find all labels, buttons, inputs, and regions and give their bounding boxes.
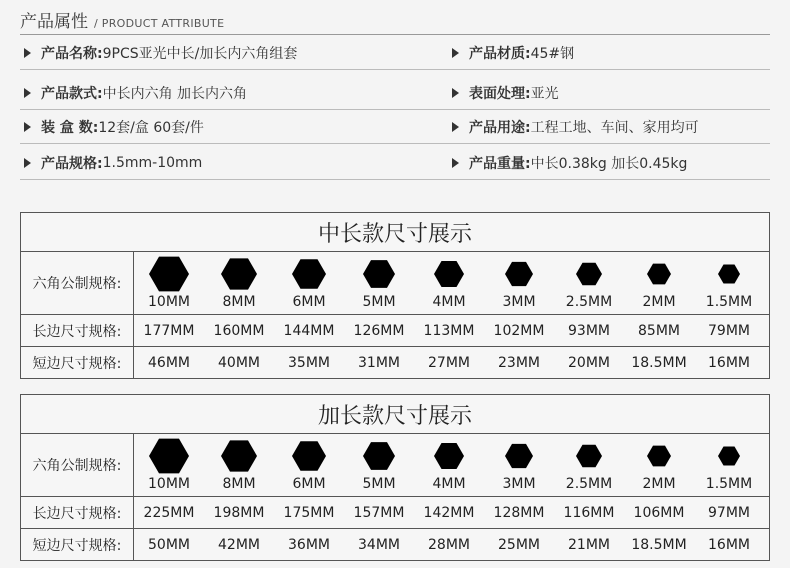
size-cell — [554, 497, 624, 528]
size-cell — [414, 497, 484, 528]
size-cell — [414, 315, 484, 346]
size-cell — [274, 529, 344, 560]
row-label: 长边尺寸规格: — [21, 497, 134, 528]
size-value: 50MM — [148, 536, 190, 553]
size-cell — [484, 529, 554, 560]
size-value: 16MM — [708, 536, 750, 553]
attribute-label: 表面处理: — [469, 86, 531, 102]
size-cell — [204, 434, 274, 496]
size-value: 175MM — [283, 504, 335, 521]
attribute-row — [20, 76, 770, 110]
size-value: 21MM — [568, 536, 610, 553]
triangle-right-icon — [24, 158, 31, 168]
size-value: 160MM — [213, 322, 265, 339]
size-value: 34MM — [358, 536, 400, 553]
size-cell — [274, 315, 344, 346]
size-value: 157MM — [353, 504, 405, 521]
attribute-value: 中长0.38kg 加长0.45kg — [530, 156, 688, 172]
attribute-label: 产品重量: — [469, 156, 531, 172]
size-value: 18.5MM — [631, 536, 687, 553]
attribute-item — [452, 36, 574, 70]
header-subtitle: / PRODUCT ATTRIBUTE — [94, 17, 225, 30]
attribute-item — [452, 110, 699, 144]
hexagon-icon — [149, 256, 189, 292]
row-divider — [20, 69, 770, 70]
hexagon-icon — [576, 438, 602, 474]
row-label: 六角公制规格: — [21, 434, 134, 496]
size-cell — [274, 434, 344, 496]
attribute-label: 产品款式: — [41, 86, 103, 102]
triangle-right-icon — [24, 48, 31, 58]
size-value: 2MM — [642, 476, 676, 492]
size-cell — [694, 434, 764, 496]
size-value: 4MM — [432, 476, 466, 492]
hexagon-icon — [576, 256, 602, 292]
size-cell — [134, 529, 204, 560]
size-value: 5MM — [362, 476, 396, 492]
long-cells — [134, 315, 769, 346]
size-table-long — [20, 394, 770, 561]
row-label: 六角公制规格: — [21, 252, 134, 314]
table-title: 加长款尺寸展示 — [21, 395, 769, 434]
attribute-header — [20, 7, 224, 35]
size-value: 2.5MM — [565, 476, 613, 492]
hexagon-icon — [718, 438, 740, 474]
attribute-label: 产品名称: — [41, 46, 103, 62]
header-divider — [20, 34, 770, 35]
size-value: 27MM — [428, 354, 470, 371]
size-cell — [624, 315, 694, 346]
size-value: 10MM — [148, 476, 190, 492]
size-cell — [344, 497, 414, 528]
size-cell — [344, 434, 414, 496]
size-cell — [344, 529, 414, 560]
hexagon-icon — [718, 256, 740, 292]
size-cell — [344, 252, 414, 314]
attribute-label: 产品材质: — [469, 46, 531, 62]
size-cell — [554, 315, 624, 346]
long-size-row — [21, 497, 769, 529]
size-cell — [274, 497, 344, 528]
hexagon-icon — [434, 438, 464, 474]
hexagon-icon — [363, 256, 395, 292]
attribute-item — [452, 76, 559, 110]
size-cell — [484, 252, 554, 314]
hexagon-icon — [292, 256, 326, 292]
triangle-right-icon — [452, 122, 459, 132]
size-value: 198MM — [213, 504, 265, 521]
size-value: 116MM — [563, 504, 615, 521]
size-cell — [554, 434, 624, 496]
short-size-row — [21, 347, 769, 378]
size-cell — [554, 529, 624, 560]
size-cell — [484, 497, 554, 528]
size-value: 113MM — [423, 322, 475, 339]
size-cell — [624, 529, 694, 560]
hexagon-icon — [292, 438, 326, 474]
size-cell — [344, 315, 414, 346]
size-value: 2MM — [642, 294, 676, 310]
size-cell — [134, 315, 204, 346]
attribute-value: 9PCS亚光中长/加长内六角组套 — [102, 46, 298, 62]
size-value: 79MM — [708, 322, 750, 339]
size-cell — [414, 529, 484, 560]
size-value: 40MM — [218, 354, 260, 371]
size-value: 225MM — [143, 504, 195, 521]
size-cell — [484, 315, 554, 346]
size-cell — [204, 252, 274, 314]
header-title: 产品属性 — [20, 12, 88, 32]
size-cell — [554, 347, 624, 378]
hex-size-row — [21, 252, 769, 315]
hexagon-icon — [647, 438, 671, 474]
size-value: 126MM — [353, 322, 405, 339]
size-cell — [694, 315, 764, 346]
size-cell — [134, 434, 204, 496]
size-cell — [134, 497, 204, 528]
size-value: 16MM — [708, 354, 750, 371]
size-value: 8MM — [222, 294, 256, 310]
hexagon-icon — [505, 438, 533, 474]
size-cell — [134, 347, 204, 378]
size-value: 102MM — [493, 322, 545, 339]
size-value: 6MM — [292, 294, 326, 310]
size-value: 46MM — [148, 354, 190, 371]
hexagon-icon — [363, 438, 395, 474]
size-value: 25MM — [498, 536, 540, 553]
size-value: 20MM — [568, 354, 610, 371]
size-cell — [624, 347, 694, 378]
short-size-row — [21, 529, 769, 560]
size-value: 142MM — [423, 504, 475, 521]
triangle-right-icon — [24, 88, 31, 98]
short-cells — [134, 347, 769, 378]
size-cell — [274, 252, 344, 314]
hexagon-icon — [221, 438, 257, 474]
hexagon-icon — [149, 438, 189, 474]
row-label: 短边尺寸规格: — [21, 529, 134, 560]
hex-size-row — [21, 434, 769, 497]
size-value: 2.5MM — [565, 294, 613, 310]
attribute-row — [20, 146, 770, 180]
size-value: 6MM — [292, 476, 326, 492]
size-cell — [554, 252, 624, 314]
size-value: 97MM — [708, 504, 750, 521]
size-cell — [414, 252, 484, 314]
size-value: 144MM — [283, 322, 335, 339]
hex-cells — [134, 252, 769, 314]
size-value: 23MM — [498, 354, 540, 371]
size-value: 177MM — [143, 322, 195, 339]
size-cell — [694, 252, 764, 314]
size-cell — [694, 529, 764, 560]
attribute-item — [24, 110, 204, 144]
size-value: 1.5MM — [705, 294, 753, 310]
hexagon-icon — [221, 256, 257, 292]
attribute-label: 产品用途: — [469, 120, 531, 136]
short-cells — [134, 529, 769, 560]
size-value: 18.5MM — [631, 354, 687, 371]
attribute-label: 装 盒 数: — [41, 120, 99, 136]
size-table-medium — [20, 212, 770, 379]
attribute-label: 产品规格: — [41, 156, 103, 172]
size-value: 93MM — [568, 322, 610, 339]
triangle-right-icon — [452, 48, 459, 58]
size-cell — [204, 497, 274, 528]
size-value: 85MM — [638, 322, 680, 339]
size-value: 3MM — [502, 476, 536, 492]
size-cell — [204, 529, 274, 560]
size-value: 35MM — [288, 354, 330, 371]
size-cell — [204, 347, 274, 378]
attribute-row — [20, 36, 770, 70]
size-cell — [624, 252, 694, 314]
triangle-right-icon — [452, 158, 459, 168]
size-cell — [204, 315, 274, 346]
size-cell — [484, 434, 554, 496]
hexagon-icon — [434, 256, 464, 292]
hex-cells — [134, 434, 769, 496]
long-cells — [134, 497, 769, 528]
size-cell — [274, 347, 344, 378]
size-cell — [414, 347, 484, 378]
size-cell — [484, 347, 554, 378]
size-value: 5MM — [362, 294, 396, 310]
size-value: 106MM — [633, 504, 685, 521]
attribute-value: 亚光 — [530, 86, 559, 102]
size-cell — [344, 347, 414, 378]
size-cell — [694, 347, 764, 378]
attribute-item — [452, 146, 687, 180]
attribute-value: 中长内六角 加长内六角 — [102, 86, 248, 102]
size-cell — [624, 434, 694, 496]
attribute-value: 12套/盒 60套/件 — [98, 120, 204, 136]
triangle-right-icon — [24, 122, 31, 132]
row-divider — [20, 143, 770, 144]
size-value: 42MM — [218, 536, 260, 553]
size-cell — [624, 497, 694, 528]
row-divider — [20, 179, 770, 180]
attribute-row — [20, 110, 770, 144]
triangle-right-icon — [452, 88, 459, 98]
size-cell — [134, 252, 204, 314]
size-value: 8MM — [222, 476, 256, 492]
size-cell — [414, 434, 484, 496]
attribute-item — [24, 146, 202, 180]
attribute-value: 45#钢 — [530, 46, 575, 62]
size-value: 4MM — [432, 294, 466, 310]
size-value: 3MM — [502, 294, 536, 310]
attribute-item — [24, 36, 297, 70]
size-value: 1.5MM — [705, 476, 753, 492]
row-label: 长边尺寸规格: — [21, 315, 134, 346]
hexagon-icon — [647, 256, 671, 292]
long-size-row — [21, 315, 769, 347]
attribute-item — [24, 76, 247, 110]
row-label: 短边尺寸规格: — [21, 347, 134, 378]
size-value: 28MM — [428, 536, 470, 553]
attribute-value: 1.5mm-10mm — [102, 155, 203, 171]
table-title: 中长款尺寸展示 — [21, 213, 769, 252]
size-value: 128MM — [493, 504, 545, 521]
size-value: 10MM — [148, 294, 190, 310]
size-value: 36MM — [288, 536, 330, 553]
size-value: 31MM — [358, 354, 400, 371]
size-cell — [694, 497, 764, 528]
hexagon-icon — [505, 256, 533, 292]
attribute-value: 工程工地、车间、家用均可 — [530, 120, 699, 136]
